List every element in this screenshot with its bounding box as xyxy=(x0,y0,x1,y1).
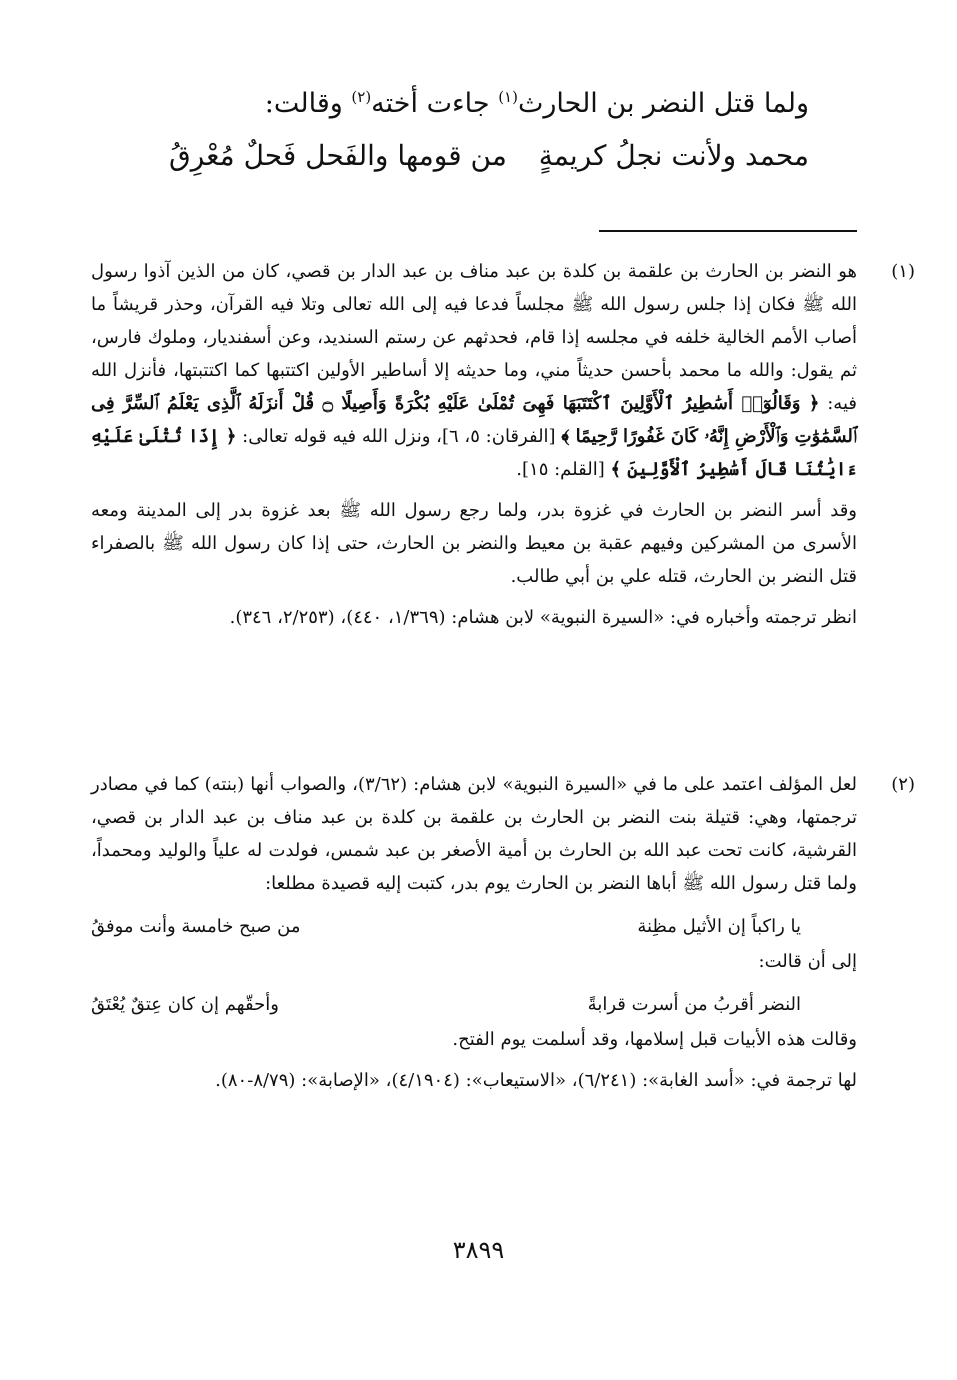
footnote-ref-2[interactable]: (٢) xyxy=(351,88,372,106)
verse-2-first-hemistich: النضر أقربُ من أسرت قرابةً xyxy=(587,994,801,1015)
intro-text-c: وقالت: xyxy=(264,88,352,119)
verse-1-second-hemistich: من صبح خامسة وأنت موفقُ xyxy=(91,916,301,937)
footnote-1-text-b: [الفرقان: ٥، ٦]، ونزل الله فيه قوله تعالى: xyxy=(236,426,562,447)
intro-text-b: جاءت أخته xyxy=(371,88,499,119)
main-verse-first-hemistich: محمد ولأنت نجلُ كريمةٍ xyxy=(538,139,809,172)
footnote-1-text-c: [القلم: ١٥]. xyxy=(516,459,611,480)
quran-quote-furqan: ﴿ وَقَالُوٓا۟ أَسَٰطِيرُ ٱلْأَوَّلِينَ ٱكْتَتَبَهَا فَهِىَ تُمْلَىٰ عَلَيْهِ بُكْرَةً وَأَصِيلًا ۝ قُلْ أَنزَلَهُ ٱلَّذِى يَعْلَمُ ٱلسِّرَّ فِى ٱلسَّمَٰوَٰتِ وَٱلْأَرْضِ إِنَّهُۥ كَانَ غَفُورًا رَّحِيمًا ﴾ xyxy=(91,393,857,447)
verse-1-first-hemistich: يا راكباً إن الأثيل مظِنة xyxy=(637,916,801,937)
footnote-2-paragraph-3: وقالت هذه الأبيات قبل إسلامها، وقد أسلمت يوم الفتح. xyxy=(452,1029,857,1050)
footnote-1-text-a: هو النضر بن الحارث بن علقمة بن كلدة بن عبد مناف بن عبد الدار بن قصي، كان من الذين آذوا رسول الله ﷺ فكان إذا جلس رسول الله ﷺ مجلساً فدعا فيه إلى الله تعالى وتلا فيه القرآن، وحذر قريشاً ما أصاب الأمم الخالية خلفه في مجلسه إذا قام، فحدثهم عن رستم السنديد، وعن أسفنديار، وملوك فارس، ثم يقول: والله ما محمد بأحسن حديثاً مني، وما حديثه إلا أساطير الأولين اكتتبها كما اكتتبتها، فأنزل الله فيه: xyxy=(91,261,857,414)
main-verse-second-hemistich: من قومها والفَحل فَحلٌ مُعْرِقُ xyxy=(169,139,507,172)
main-intro-line xyxy=(129,80,809,128)
footnote-2-verse-2 xyxy=(91,988,801,1021)
footnote-ref-1[interactable]: (١) xyxy=(498,88,518,106)
main-verse xyxy=(169,132,809,180)
footnote-2-number: (٢) xyxy=(891,774,915,795)
footnote-2-verse-1 xyxy=(91,910,801,943)
footnote-1-paragraph-1 xyxy=(91,255,857,486)
quran-quote-qalam: ﴿ إِذَا تُتْلَىٰ عَلَيْهِ ءَايَٰتُنَا قَالَ أَسَٰطِيرُ ٱلْأَوَّلِينَ ﴾ xyxy=(91,426,857,480)
footnote-2 xyxy=(91,768,915,1097)
footnote-1-number: (١) xyxy=(891,261,915,282)
footnote-2-paragraph-4: لها ترجمة في: «أسد الغابة»: (٦/٢٤١)، «الاستيعاب»: (٤/١٩٠٤)، «الإصابة»: (٨/٧٩-٨٠). xyxy=(215,1070,857,1091)
footnote-2-paragraph-1: لعل المؤلف اعتمد على ما في «السيرة النبوية» لابن هشام: (٣/٦٢)، والصواب أنها (بنته) كما في مصادر ترجمتها، وهي: قتيلة بنت النضر بن الحارث بن علقمة بن كلدة بن عبد مناف بن عبد الدار بن قصي، القرشية، كانت تحت عبد الله بن الحارث بن أمية الأصغر بن عبد شمس، فولدت له علياً والوليد ومحمداً، ولما قتل رسول الله ﷺ أباها النضر بن الحارث يوم بدر، كتبت إليه قصيدة مطلعا: xyxy=(91,774,857,894)
intro-text-a: ولما قتل النضر بن الحارث xyxy=(517,88,809,119)
main-text xyxy=(129,80,809,180)
footnote-1 xyxy=(91,255,915,634)
footnote-separator xyxy=(599,230,857,232)
footnote-1-paragraph-2: وقد أسر النضر بن الحارث في غزوة بدر، ولما رجع رسول الله ﷺ بعد غزوة بدر إلى المدينة ومعه الأسرى من المشركين وفيهم عقبة بن معيط والنضر بن الحارث، حتى إذا كان رسول الله ﷺ بالصفراء قتل النضر بن الحارث، قتله علي بن أبي طالب. xyxy=(91,500,857,587)
footnote-1-paragraph-3: انظر ترجمته وأخباره في: «السيرة النبوية» لابن هشام: (١/٣٦٩، ٤٤٠)، (٢/٢٥٣، ٣٤٦). xyxy=(229,607,857,628)
verse-2-second-hemistich: وأحقّهم إن كان عِتقٌ يُعْتَقُ xyxy=(91,994,279,1015)
page-number: ٣٨٩٩ xyxy=(452,1236,505,1264)
footnote-2-paragraph-2: إلى أن قالت: xyxy=(758,951,857,972)
